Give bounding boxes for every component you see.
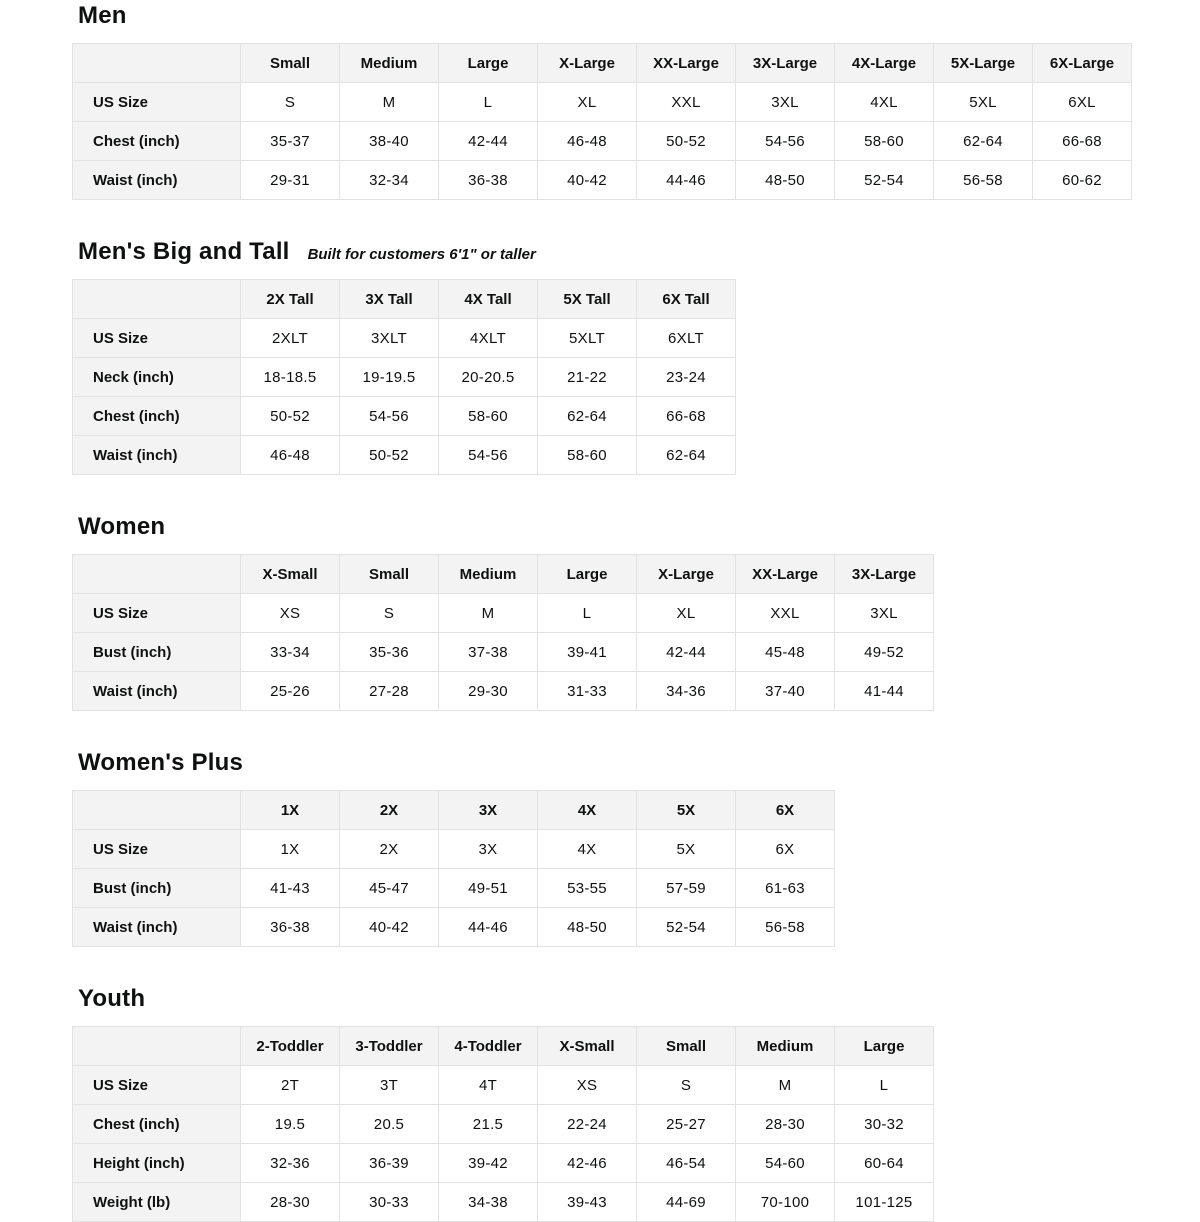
size-cell: 62-64 xyxy=(934,122,1033,161)
size-cell: XL xyxy=(538,83,637,122)
size-cell: 21.5 xyxy=(439,1105,538,1144)
size-cell: 2T xyxy=(241,1066,340,1105)
section-womens-plus xyxy=(72,749,1200,947)
mens-big-and-tall-size-table xyxy=(72,279,736,475)
size-cell: 4X xyxy=(538,830,637,869)
size-cell: 46-48 xyxy=(241,436,340,475)
column-header: Large xyxy=(439,44,538,83)
size-cell: 4XLT xyxy=(439,319,538,358)
size-cell: XS xyxy=(241,594,340,633)
corner-cell xyxy=(73,1027,241,1066)
size-cell: 49-51 xyxy=(439,869,538,908)
size-cell: XS xyxy=(538,1066,637,1105)
column-header: Small xyxy=(241,44,340,83)
section-women-heading xyxy=(78,513,1200,544)
column-header: Small xyxy=(637,1027,736,1066)
size-cell: 4XL xyxy=(835,83,934,122)
table-row xyxy=(73,319,736,358)
row-label: Chest (inch) xyxy=(73,122,241,161)
column-header: 6X xyxy=(736,791,835,830)
size-cell: 32-36 xyxy=(241,1144,340,1183)
size-cell: XL xyxy=(637,594,736,633)
size-cell: 20.5 xyxy=(340,1105,439,1144)
section-title-text: Youth xyxy=(78,985,146,1012)
header-row xyxy=(73,555,934,594)
size-cell: 60-64 xyxy=(835,1144,934,1183)
size-cell: 29-30 xyxy=(439,672,538,711)
size-cell: 36-38 xyxy=(439,161,538,200)
size-cell: 58-60 xyxy=(835,122,934,161)
section-womens-plus-heading xyxy=(78,749,1200,780)
size-cell: 33-34 xyxy=(241,633,340,672)
size-cell: 3XLT xyxy=(340,319,439,358)
size-cell: 42-46 xyxy=(538,1144,637,1183)
size-cell: 50-52 xyxy=(340,436,439,475)
size-cell: L xyxy=(835,1066,934,1105)
header-row xyxy=(73,280,736,319)
size-cell: 28-30 xyxy=(736,1105,835,1144)
size-cell: 41-44 xyxy=(835,672,934,711)
section-title-text: Women xyxy=(78,513,166,540)
column-header: 3X-Large xyxy=(835,555,934,594)
size-cell: 35-36 xyxy=(340,633,439,672)
size-cell: 35-37 xyxy=(241,122,340,161)
section-youth-heading xyxy=(78,985,1200,1016)
table-row xyxy=(73,83,1132,122)
size-cell: 20-20.5 xyxy=(439,358,538,397)
size-cell: 18-18.5 xyxy=(241,358,340,397)
size-cell: M xyxy=(736,1066,835,1105)
size-cell: 52-54 xyxy=(835,161,934,200)
column-header: 4X Tall xyxy=(439,280,538,319)
size-cell: 36-38 xyxy=(241,908,340,947)
row-label: Waist (inch) xyxy=(73,908,241,947)
table-row xyxy=(73,1183,934,1222)
row-label: Bust (inch) xyxy=(73,869,241,908)
column-header: 4X-Large xyxy=(835,44,934,83)
size-cell: 2XLT xyxy=(241,319,340,358)
size-cell: XXL xyxy=(637,83,736,122)
size-cell: 39-43 xyxy=(538,1183,637,1222)
table-row xyxy=(73,633,934,672)
column-header: 4X xyxy=(538,791,637,830)
size-cell: 29-31 xyxy=(241,161,340,200)
size-cell: 40-42 xyxy=(340,908,439,947)
section-women xyxy=(72,513,1200,711)
section-mens-big-and-tall-heading xyxy=(78,238,1200,269)
size-cell: 4T xyxy=(439,1066,538,1105)
size-cell: 30-32 xyxy=(835,1105,934,1144)
size-cell: 56-58 xyxy=(736,908,835,947)
size-cell: 3T xyxy=(340,1066,439,1105)
size-cell: 44-46 xyxy=(439,908,538,947)
corner-cell xyxy=(73,44,241,83)
row-label: Waist (inch) xyxy=(73,436,241,475)
size-cell: 21-22 xyxy=(538,358,637,397)
column-header: X-Small xyxy=(241,555,340,594)
size-cell: 60-62 xyxy=(1033,161,1132,200)
women-size-table xyxy=(72,554,934,711)
size-cell: 41-43 xyxy=(241,869,340,908)
size-cell: 62-64 xyxy=(637,436,736,475)
section-men-heading xyxy=(78,2,1200,33)
size-cell: 45-47 xyxy=(340,869,439,908)
column-header: 5X Tall xyxy=(538,280,637,319)
column-header: 5X xyxy=(637,791,736,830)
corner-cell xyxy=(73,280,241,319)
womens-plus-size-table xyxy=(72,790,835,947)
table-row xyxy=(73,1144,934,1183)
row-label: US Size xyxy=(73,1066,241,1105)
size-cell: 48-50 xyxy=(538,908,637,947)
section-title-text: Women's Plus xyxy=(78,749,244,776)
size-cell: 54-56 xyxy=(736,122,835,161)
column-header: X-Large xyxy=(637,555,736,594)
row-label: US Size xyxy=(73,319,241,358)
column-header: Medium xyxy=(736,1027,835,1066)
size-cell: 61-63 xyxy=(736,869,835,908)
size-cell: 40-42 xyxy=(538,161,637,200)
table-row xyxy=(73,869,835,908)
column-header: 6X-Large xyxy=(1033,44,1132,83)
size-cell: 6X xyxy=(736,830,835,869)
table-row xyxy=(73,672,934,711)
size-cell: 46-54 xyxy=(637,1144,736,1183)
table-row xyxy=(73,594,934,633)
size-cell: L xyxy=(538,594,637,633)
column-header: 4-Toddler xyxy=(439,1027,538,1066)
table-row xyxy=(73,1105,934,1144)
size-cell: 36-39 xyxy=(340,1144,439,1183)
size-cell: 6XLT xyxy=(637,319,736,358)
size-cell: 19-19.5 xyxy=(340,358,439,397)
size-cell: 52-54 xyxy=(637,908,736,947)
column-header: X-Large xyxy=(538,44,637,83)
size-cell: 19.5 xyxy=(241,1105,340,1144)
size-cell: 45-48 xyxy=(736,633,835,672)
size-cell: 5X xyxy=(637,830,736,869)
size-cell: 37-38 xyxy=(439,633,538,672)
column-header: 3X-Large xyxy=(736,44,835,83)
size-cell: 30-33 xyxy=(340,1183,439,1222)
size-cell: 3XL xyxy=(736,83,835,122)
corner-cell xyxy=(73,555,241,594)
size-cell: 3X xyxy=(439,830,538,869)
size-cell: 5XLT xyxy=(538,319,637,358)
row-label: Neck (inch) xyxy=(73,358,241,397)
row-label: Bust (inch) xyxy=(73,633,241,672)
size-cell: 70-100 xyxy=(736,1183,835,1222)
column-header: XX-Large xyxy=(637,44,736,83)
column-header: 2X Tall xyxy=(241,280,340,319)
section-mens-big-and-tall xyxy=(72,238,1200,475)
column-header: Large xyxy=(538,555,637,594)
size-cell: 58-60 xyxy=(439,397,538,436)
row-label: Weight (lb) xyxy=(73,1183,241,1222)
size-cell: 54-60 xyxy=(736,1144,835,1183)
section-youth xyxy=(72,985,1200,1222)
column-header: Medium xyxy=(340,44,439,83)
row-label: US Size xyxy=(73,83,241,122)
header-row xyxy=(73,1027,934,1066)
size-cell: 25-27 xyxy=(637,1105,736,1144)
size-cell: 6XL xyxy=(1033,83,1132,122)
column-header: 3-Toddler xyxy=(340,1027,439,1066)
size-cell: 53-55 xyxy=(538,869,637,908)
column-header: 6X Tall xyxy=(637,280,736,319)
header-row xyxy=(73,791,835,830)
size-cell: 66-68 xyxy=(1033,122,1132,161)
size-cell: 56-58 xyxy=(934,161,1033,200)
size-cell: 49-52 xyxy=(835,633,934,672)
section-title-text: Men xyxy=(78,2,127,29)
column-header: 1X xyxy=(241,791,340,830)
row-label: Chest (inch) xyxy=(73,1105,241,1144)
row-label: Height (inch) xyxy=(73,1144,241,1183)
size-cell: 50-52 xyxy=(637,122,736,161)
table-row xyxy=(73,122,1132,161)
table-row xyxy=(73,397,736,436)
youth-size-table xyxy=(72,1026,934,1222)
size-cell: XXL xyxy=(736,594,835,633)
table-row xyxy=(73,1066,934,1105)
size-cell: 44-46 xyxy=(637,161,736,200)
size-cell: 25-26 xyxy=(241,672,340,711)
size-cell: 28-30 xyxy=(241,1183,340,1222)
size-cell: 66-68 xyxy=(637,397,736,436)
size-cell: 54-56 xyxy=(439,436,538,475)
size-cell: 3XL xyxy=(835,594,934,633)
size-cell: 46-48 xyxy=(538,122,637,161)
size-cell: S xyxy=(241,83,340,122)
size-cell: 62-64 xyxy=(538,397,637,436)
header-row xyxy=(73,44,1132,83)
size-cell: S xyxy=(637,1066,736,1105)
size-cell: 5XL xyxy=(934,83,1033,122)
column-header: 3X Tall xyxy=(340,280,439,319)
size-cell: 50-52 xyxy=(241,397,340,436)
corner-cell xyxy=(73,791,241,830)
table-row xyxy=(73,830,835,869)
table-row xyxy=(73,908,835,947)
size-cell: 38-40 xyxy=(340,122,439,161)
column-header: 3X xyxy=(439,791,538,830)
column-header: 2-Toddler xyxy=(241,1027,340,1066)
size-cell: 32-34 xyxy=(340,161,439,200)
size-cell: 101-125 xyxy=(835,1183,934,1222)
size-cell: 37-40 xyxy=(736,672,835,711)
table-row xyxy=(73,161,1132,200)
size-cell: 34-38 xyxy=(439,1183,538,1222)
section-title-text: Men's Big and Tall xyxy=(78,238,290,265)
size-cell: M xyxy=(340,83,439,122)
size-cell: 42-44 xyxy=(637,633,736,672)
column-header: Medium xyxy=(439,555,538,594)
row-label: US Size xyxy=(73,594,241,633)
column-header: Large xyxy=(835,1027,934,1066)
size-cell: L xyxy=(439,83,538,122)
size-cell: 34-36 xyxy=(637,672,736,711)
table-row xyxy=(73,358,736,397)
size-cell: 2X xyxy=(340,830,439,869)
section-men xyxy=(72,2,1200,200)
size-cell: 22-24 xyxy=(538,1105,637,1144)
row-label: Chest (inch) xyxy=(73,397,241,436)
size-cell: 23-24 xyxy=(637,358,736,397)
column-header: 2X xyxy=(340,791,439,830)
section-subtitle-text: Built for customers 6'1" or taller xyxy=(307,246,536,263)
size-cell: 39-41 xyxy=(538,633,637,672)
size-cell: 54-56 xyxy=(340,397,439,436)
size-cell: 27-28 xyxy=(340,672,439,711)
size-cell: 1X xyxy=(241,830,340,869)
row-label: Waist (inch) xyxy=(73,672,241,711)
size-cell: S xyxy=(340,594,439,633)
size-cell: 44-69 xyxy=(637,1183,736,1222)
column-header: Small xyxy=(340,555,439,594)
men-size-table xyxy=(72,43,1132,200)
size-cell: 39-42 xyxy=(439,1144,538,1183)
size-cell: 57-59 xyxy=(637,869,736,908)
table-row xyxy=(73,436,736,475)
column-header: XX-Large xyxy=(736,555,835,594)
row-label: US Size xyxy=(73,830,241,869)
size-cell: 31-33 xyxy=(538,672,637,711)
column-header: 5X-Large xyxy=(934,44,1033,83)
size-cell: 58-60 xyxy=(538,436,637,475)
size-cell: 42-44 xyxy=(439,122,538,161)
column-header: X-Small xyxy=(538,1027,637,1066)
size-cell: 48-50 xyxy=(736,161,835,200)
row-label: Waist (inch) xyxy=(73,161,241,200)
size-cell: M xyxy=(439,594,538,633)
